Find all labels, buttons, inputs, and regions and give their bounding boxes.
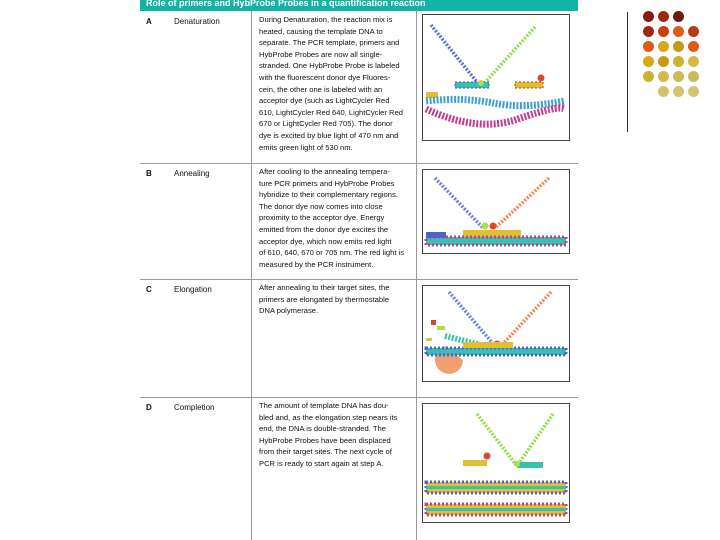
step-name: Elongation [174,285,212,294]
step-name: Completion [174,403,215,412]
dot [688,56,699,67]
elongation-diagram [423,286,569,381]
dot [658,71,669,82]
double-stranded-dna-2 [426,504,566,515]
divider-line [627,12,628,132]
dot [643,41,654,52]
step-description: After annealing to their target sites, the primers are elongated by thermostable DNA polymerase. [259,283,390,316]
dot [643,71,654,82]
table-row-elongation [140,280,578,397]
table-row-annealing [140,164,578,279]
double-stranded-dna-1 [426,482,566,493]
dot [643,26,654,37]
dot [688,86,699,97]
acceptor-probe [515,75,545,89]
dot [673,56,684,67]
dot [658,86,669,97]
elongation-figure [422,285,570,382]
step-description: After cooling to the annealing tempera- ture PCR primers and HybProbe Probes hybridize to their complementary regions. The donor dye now comes into close proximity to the acceptor dye. Energy emitted from the donor dye excites the acceptor dye, which now emits red light of 610, 640, 670 or 705 nm. The red light is measured by the PCR instrument. [259,167,405,269]
dot [673,41,684,52]
dot [688,26,699,37]
step-description: During Denaturation, the reaction mix is heated, causing the template DNA to separate. The PCR template, primers and HybProbe Probes are now all single- stranded. One HybProbe Probe is labeled with the fluorescent donor dye Fluores- cein, the other one is labeled with an acceptor dye (such as LightCycler Red 610, LightCycler Red 640, LightCycler Red 670 or LightCycler Red 705). The donor dye is excited by blue light of 470 nm and emits green light of 530 nm. [259,15,403,152]
pcr-steps-table [140,0,578,540]
dot [673,26,684,37]
dot [658,26,669,37]
primer [426,92,438,98]
step-name: Denaturation [174,17,220,26]
completion-figure [422,403,570,523]
step-letter: A [146,17,152,26]
step-description: The amount of template DNA has dou- bled and, as the elongation step nears its end, the DNA is double-stranded. The HybProbe Probes have been displaced from their target sites. The next cycle of PCR is ready to start again at step A. [259,401,398,468]
completion-diagram [423,404,569,522]
primer [426,232,446,238]
table-row-denaturation [140,11,578,163]
template-strand-bottom [426,108,565,124]
dot [643,11,654,22]
table-title: Role of primers and HybProbe Probes in a quantification reaction [140,0,578,11]
denaturation-diagram [423,15,569,140]
dot [643,56,654,67]
dot [658,41,669,52]
table-row-completion [140,398,578,540]
displaced-acceptor-probe [514,461,543,468]
template-strand-top [426,99,565,105]
dot [658,56,669,67]
dot [673,86,684,97]
dot [673,11,684,22]
dot [688,71,699,82]
step-name: Annealing [174,169,210,178]
donor-dye [482,223,489,230]
step-letter: B [146,169,152,178]
denaturation-figure [422,14,570,141]
displaced-donor-probe [463,453,491,467]
annealing-diagram [423,170,569,253]
dot [658,11,669,22]
acceptor-dye [490,223,497,230]
dot [673,71,684,82]
step-letter: C [146,285,152,294]
dot [688,41,699,52]
step-letter: D [146,403,152,412]
annealing-figure [422,169,570,254]
